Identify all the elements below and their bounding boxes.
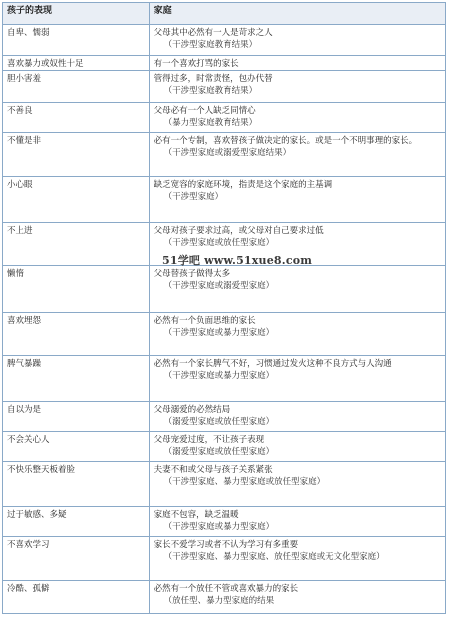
family-cell — [150, 462, 446, 506]
behavior-cell: 不会关心人 — [3, 432, 150, 461]
family-type: （干涉型家庭） — [163, 192, 224, 202]
family-type: （溺爱型家庭或放任型家庭） — [163, 417, 275, 427]
table-row — [3, 177, 446, 223]
family-cell — [150, 266, 446, 312]
family-type: （干涉型家庭或溺爱型家庭） — [163, 281, 275, 291]
table-row — [3, 581, 446, 614]
family-desc: 必然有一个负面思维的家长 — [153, 316, 256, 326]
family-desc: 家庭不包容，缺乏温暖 — [153, 510, 239, 520]
behavior-cell: 脾气暴躁 — [3, 356, 150, 401]
family-type: （溺爱型家庭或放任型家庭） — [163, 447, 275, 457]
family-desc: 父母溺爱的必然结局 — [153, 405, 231, 415]
header-behavior: 孩子的表现 — [3, 3, 150, 24]
behavior-cell: 不上进 — [3, 223, 150, 265]
family-cell — [150, 432, 446, 461]
table-row — [3, 537, 446, 581]
family-type: （放任型、暴力型家庭的结果 — [163, 596, 275, 606]
family-cell — [150, 56, 446, 70]
behavior-cell: 喜欢暴力或奴性十足 — [3, 56, 150, 70]
family-desc: 必然有一个家长脾气不好，习惯通过发火这种不良方式与人沟通 — [153, 359, 392, 369]
behavior-cell: 不懂是非 — [3, 133, 150, 176]
family-desc: 必有一个专制，喜欢替孩子做决定的家长。或是一个不明事理的家长。 — [153, 136, 418, 146]
family-desc: 父母宠爱过度，不让孩子表现 — [153, 435, 265, 445]
family-cell — [150, 537, 446, 580]
table-row — [3, 133, 446, 177]
family-type: （干涉型家庭、暴力型家庭或放任型家庭） — [163, 477, 326, 487]
parenting-table — [2, 2, 446, 614]
family-desc: 父母必有一个人缺乏同情心 — [153, 106, 256, 116]
family-cell — [150, 402, 446, 431]
family-desc: 父母其中必然有一人是苛求之人 — [153, 28, 273, 38]
family-type: （干涉型家庭或暴力型家庭） — [163, 328, 275, 338]
table-row — [3, 507, 446, 537]
family-cell — [150, 581, 446, 613]
site-watermark: 51学吧 www.51xue8.com — [162, 254, 313, 267]
table-row — [3, 402, 446, 432]
table-row — [3, 71, 446, 103]
behavior-cell: 懒惰 — [3, 266, 150, 312]
family-desc: 夫妻不和或父母与孩子关系紧张 — [153, 465, 273, 475]
behavior-cell: 不善良 — [3, 103, 150, 132]
family-cell — [150, 71, 446, 102]
family-cell — [150, 313, 446, 355]
family-type: （干涉型家庭或溺爱型家庭结果） — [163, 148, 292, 158]
table-row — [3, 462, 446, 507]
family-cell — [150, 177, 446, 222]
header-family: 家庭 — [150, 3, 446, 24]
family-type: （干涉型家庭或暴力型家庭） — [163, 371, 275, 381]
family-cell — [150, 25, 446, 55]
table-header — [3, 3, 446, 25]
table-row — [3, 266, 446, 313]
family-cell — [150, 103, 446, 132]
table-row — [3, 56, 446, 71]
family-cell — [150, 507, 446, 536]
family-desc: 父母替孩子做得太多 — [153, 269, 231, 279]
behavior-cell: 小心眼 — [3, 177, 150, 222]
table-row — [3, 25, 446, 56]
family-desc: 管得过多，时常责怪，包办代替 — [153, 74, 273, 84]
behavior-cell: 自卑、懦弱 — [3, 25, 150, 55]
behavior-cell: 自以为是 — [3, 402, 150, 431]
table-row — [3, 432, 446, 462]
family-type: （干涉型家庭或暴力型家庭） — [163, 522, 275, 532]
family-type: （干涉型家庭、暴力型家庭、放任型家庭或无文化型家庭） — [163, 552, 385, 562]
family-type: （暴力型家庭教育结果） — [163, 118, 258, 128]
family-cell — [150, 356, 446, 401]
behavior-cell: 过于敏感、多疑 — [3, 507, 150, 536]
family-type: （干涉型家庭教育结果） — [163, 40, 258, 50]
family-cell — [150, 133, 446, 176]
table-row — [3, 356, 446, 402]
family-type: （干涉型家庭教育结果） — [163, 86, 258, 96]
behavior-cell: 胆小害羞 — [3, 71, 150, 102]
family-desc: 父母对孩子要求过高，或父母对自己要求过低 — [153, 226, 324, 236]
family-desc: 缺乏宽容的家庭环境，指责是这个家庭的主基调 — [153, 180, 333, 190]
family-type: （干涉型家庭或放任型家庭） — [163, 238, 275, 248]
table-row — [3, 103, 446, 133]
behavior-cell: 不喜欢学习 — [3, 537, 150, 580]
behavior-cell: 冷酷、孤僻 — [3, 581, 150, 613]
family-desc: 有一个喜欢打骂的家长 — [153, 59, 239, 69]
table-row — [3, 313, 446, 356]
behavior-cell: 喜欢埋怨 — [3, 313, 150, 355]
family-desc: 必然有一个放任不管或喜欢暴力的家长 — [153, 584, 299, 594]
behavior-cell: 不快乐整天板着脸 — [3, 462, 150, 506]
family-desc: 家长不爱学习或者不认为学习有多重要 — [153, 540, 299, 550]
